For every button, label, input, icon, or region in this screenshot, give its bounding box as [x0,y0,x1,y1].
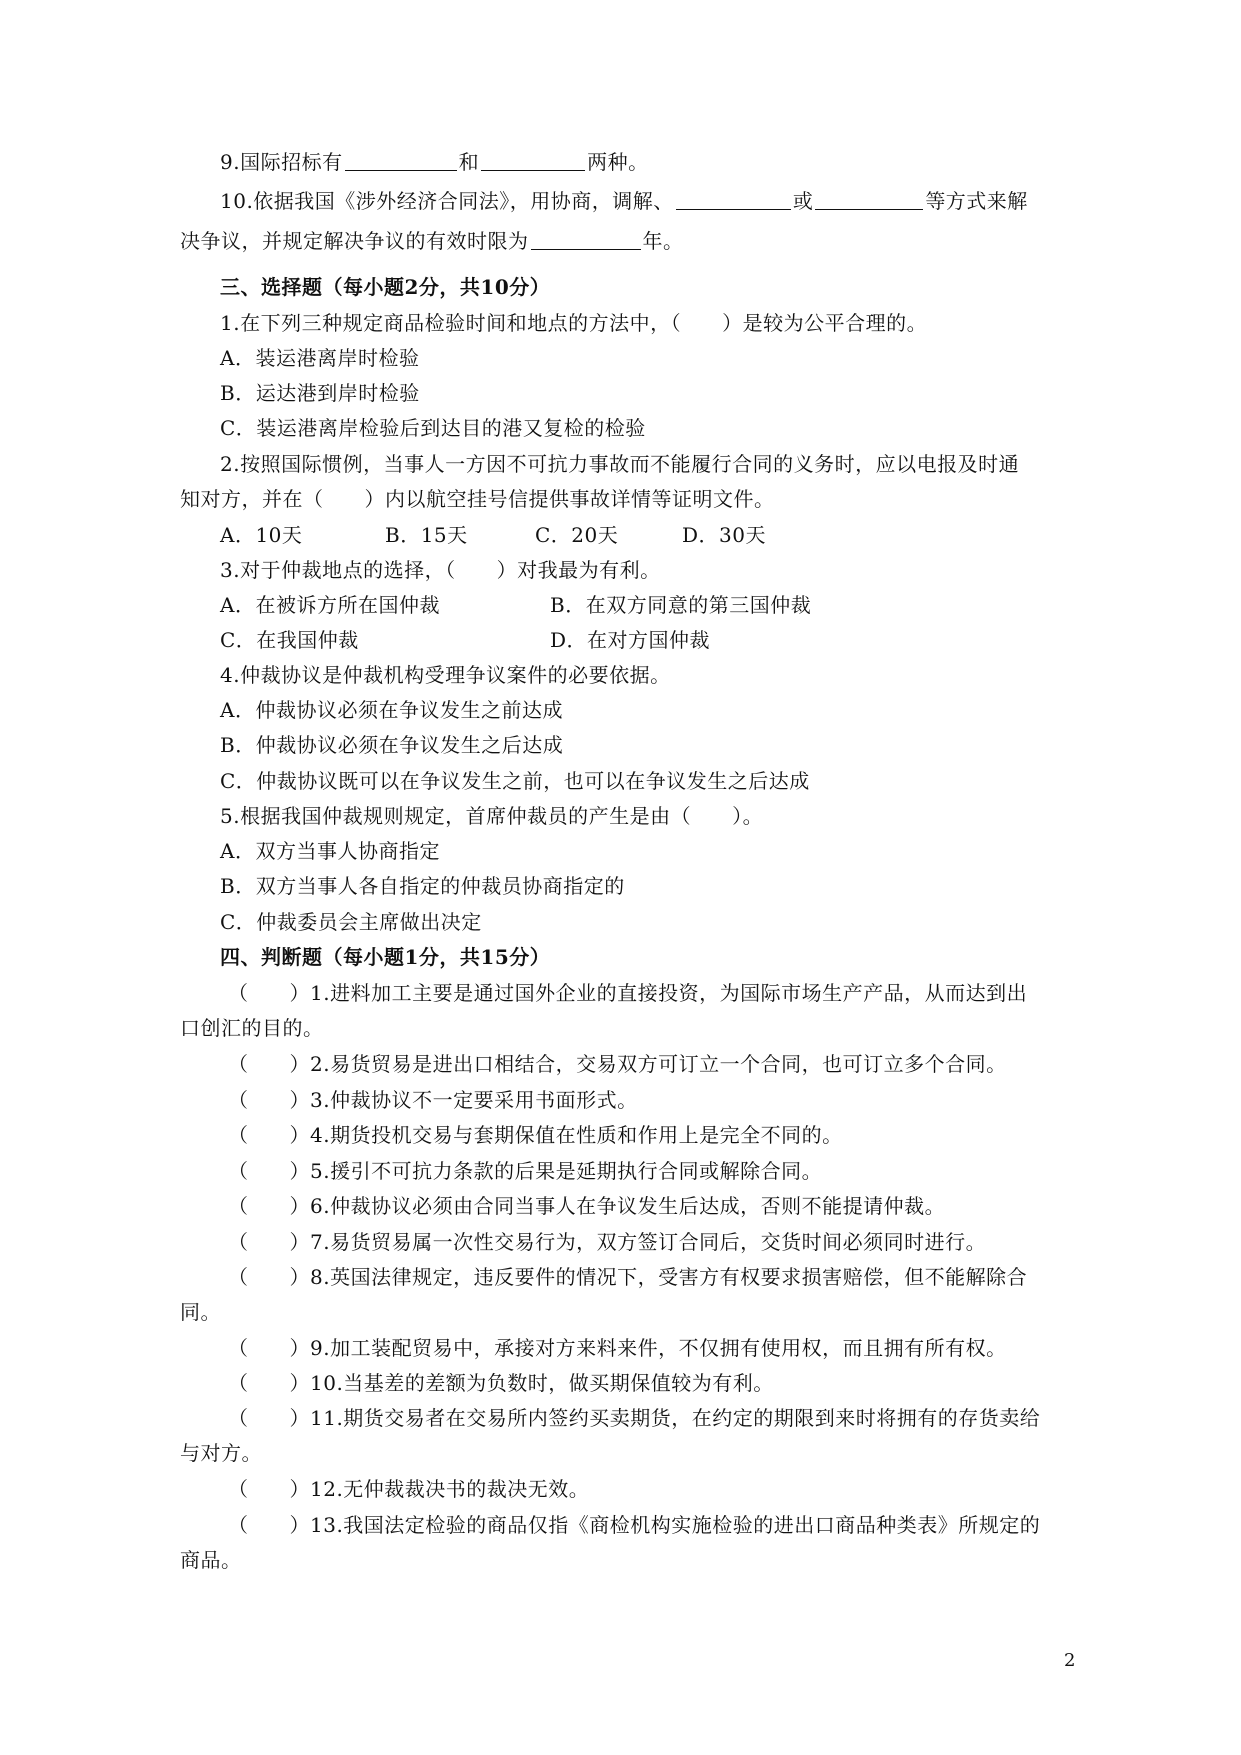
section-heading-true-false: 四、判断题（每小题1分，共15分） [220,945,551,969]
answer-parentheses[interactable]: （ ） [228,1230,310,1254]
choice-q3-options-row2 [220,626,1080,654]
q9-mid: 和 [458,150,480,174]
choice-q3-option-c[interactable]: C．在我国仲裁 [220,628,359,652]
q9-suffix: 两种。 [587,150,649,174]
answer-blank[interactable] [481,150,585,171]
section-heading-choice: 三、选择题（每小题2分，共10分） [220,275,551,299]
fill-in-q10-line2 [180,227,1080,255]
true-false-statement: 2.易货贸易是进出口相结合，交易双方可订立一个合同，也可订立多个合同。 [310,1052,1007,1076]
answer-parentheses[interactable]: （ ） [228,1371,310,1395]
true-false-item [228,1475,1080,1503]
q10-mid: 或 [792,189,814,213]
true-false-item [228,1086,1080,1114]
answer-parentheses[interactable]: （ ） [228,1477,310,1501]
choice-q4-option-b[interactable]: B．仲裁协议必须在争议发生之后达成 [220,733,564,757]
answer-parentheses[interactable]: （ ） [228,1159,310,1183]
true-false-item [228,1334,1080,1362]
choice-q1-option-c[interactable]: C．装运港离岸检验后到达目的港又复检的检验 [220,416,646,440]
choice-q3-option-a[interactable]: A．在被诉方所在国仲裁 [220,593,440,617]
choice-q1-option-a[interactable]: A．装运港离岸时检验 [220,346,420,370]
true-false-statement: 7.易货贸易属一次性交易行为，双方签订合同后，交货时间必须同时进行。 [310,1230,987,1254]
q9-prefix: 9.国际招标有 [220,150,343,174]
choice-q2-option-c[interactable]: C．20天 [535,523,619,547]
true-false-statement: 10.当基差的差额为负数时，做买期保值较为有利。 [310,1371,774,1395]
true-false-statement-continuation: 与对方。 [180,1441,262,1465]
true-false-item [228,1228,1080,1256]
answer-parentheses[interactable]: （ ） [228,981,310,1005]
true-false-statement: 3.仲裁协议不一定要采用书面形式。 [310,1088,638,1112]
answer-parentheses[interactable]: （ ） [228,1052,310,1076]
choice-q2-option-b[interactable]: B．15天 [385,523,468,547]
true-false-statement: 13.我国法定检验的商品仅指《商检机构实施检验的进出口商品种类表》所规定的 [310,1513,1041,1537]
choice-q2-option-d[interactable]: D．30天 [682,523,766,547]
true-false-statement: 1.进料加工主要是通过国外企业的直接投资，为国际市场生产产品，从而达到出 [310,981,1028,1005]
answer-parentheses[interactable]: （ ） [228,1406,310,1430]
fill-in-q10-line1 [220,187,1080,215]
choice-q2-option-a[interactable]: A．10天 [220,523,303,547]
true-false-item [228,1369,1080,1397]
answer-parentheses[interactable]: （ ） [228,1088,310,1112]
choice-q3-options-row1 [220,591,1080,619]
answer-blank[interactable] [531,229,641,250]
true-false-item [228,1404,1080,1432]
answer-parentheses[interactable]: （ ） [228,1336,310,1360]
true-false-item [228,1121,1080,1149]
true-false-item [228,1511,1080,1539]
choice-q5-stem: 5.根据我国仲裁规则规定，首席仲裁员的产生是由（ ）。 [220,804,764,828]
choice-q4-option-c[interactable]: C．仲裁协议既可以在争议发生之前，也可以在争议发生之后达成 [220,769,810,793]
answer-parentheses[interactable]: （ ） [228,1265,310,1289]
true-false-statement: 11.期货交易者在交易所内签约买卖期货，在约定的期限到来时将拥有的存货卖给 [310,1406,1041,1430]
q10-prefix: 10.依据我国《涉外经济合同法》，用协商，调解、 [220,189,674,213]
true-false-statement: 4.期货投机交易与套期保值在性质和作用上是完全不同的。 [310,1123,843,1147]
fill-in-q9 [220,148,1080,176]
true-false-statement: 5.援引不可抗力条款的后果是延期执行合同或解除合同。 [310,1159,823,1183]
answer-parentheses[interactable]: （ ） [228,1123,310,1147]
choice-q2-stem-line1: 2.按照国际惯例，当事人一方因不可抗力事故而不能履行合同的义务时，应以电报及时通 [220,452,1020,476]
true-false-item [228,1263,1080,1291]
true-false-item [228,1157,1080,1185]
q10-line2-suffix: 年。 [642,229,684,253]
true-false-statement-continuation: 口创汇的目的。 [180,1016,324,1040]
true-false-statement-continuation: 商品。 [180,1548,242,1572]
answer-parentheses[interactable]: （ ） [228,1513,310,1537]
answer-blank[interactable] [676,189,791,210]
choice-q4-option-a[interactable]: A．仲裁协议必须在争议发生之前达成 [220,698,563,722]
true-false-statement: 9.加工装配贸易中，承接对方来料来件，不仅拥有使用权，而且拥有所有权。 [310,1336,1007,1360]
true-false-item [228,1192,1080,1220]
answer-parentheses[interactable]: （ ） [228,1194,310,1218]
page-number: 2 [1064,1650,1076,1671]
choice-q5-option-a[interactable]: A．双方当事人协商指定 [220,839,440,863]
choice-q4-stem: 4.仲裁协议是仲裁机构受理争议案件的必要依据。 [220,663,671,687]
true-false-statement-continuation: 同。 [180,1300,221,1324]
choice-q2-options [220,521,1080,549]
true-false-statement: 8.英国法律规定，违反要件的情况下，受害方有权要求损害赔偿，但不能解除合 [310,1265,1028,1289]
q10-line2-prefix: 决争议，并规定解决争议的有效时限为 [180,229,529,253]
choice-q1-stem: 1.在下列三种规定商品检验时间和地点的方法中，（ ）是较为公平合理的。 [220,311,928,335]
choice-q3-option-b[interactable]: B．在双方同意的第三国仲裁 [550,593,812,617]
choice-q5-option-c[interactable]: C．仲裁委员会主席做出决定 [220,910,482,934]
choice-q3-stem: 3.对于仲裁地点的选择，（ ）对我最为有利。 [220,558,661,582]
q10-suffix: 等方式来解 [925,189,1028,213]
true-false-statement: 6.仲裁协议必须由合同当事人在争议发生后达成，否则不能提请仲裁。 [310,1194,946,1218]
choice-q5-option-b[interactable]: B．双方当事人各自指定的仲裁员协商指定的 [220,874,625,898]
true-false-statement: 12.无仲裁裁决书的裁决无效。 [310,1477,590,1501]
true-false-item [228,979,1080,1007]
answer-blank[interactable] [815,189,923,210]
choice-q2-stem-line2: 知对方，并在（ ）内以航空挂号信提供事故详情等证明文件。 [180,487,775,511]
true-false-item [228,1050,1080,1078]
answer-blank[interactable] [345,150,457,171]
choice-q1-option-b[interactable]: B．运达港到岸时检验 [220,381,420,405]
choice-q3-option-d[interactable]: D．在对方国仲裁 [550,628,711,652]
